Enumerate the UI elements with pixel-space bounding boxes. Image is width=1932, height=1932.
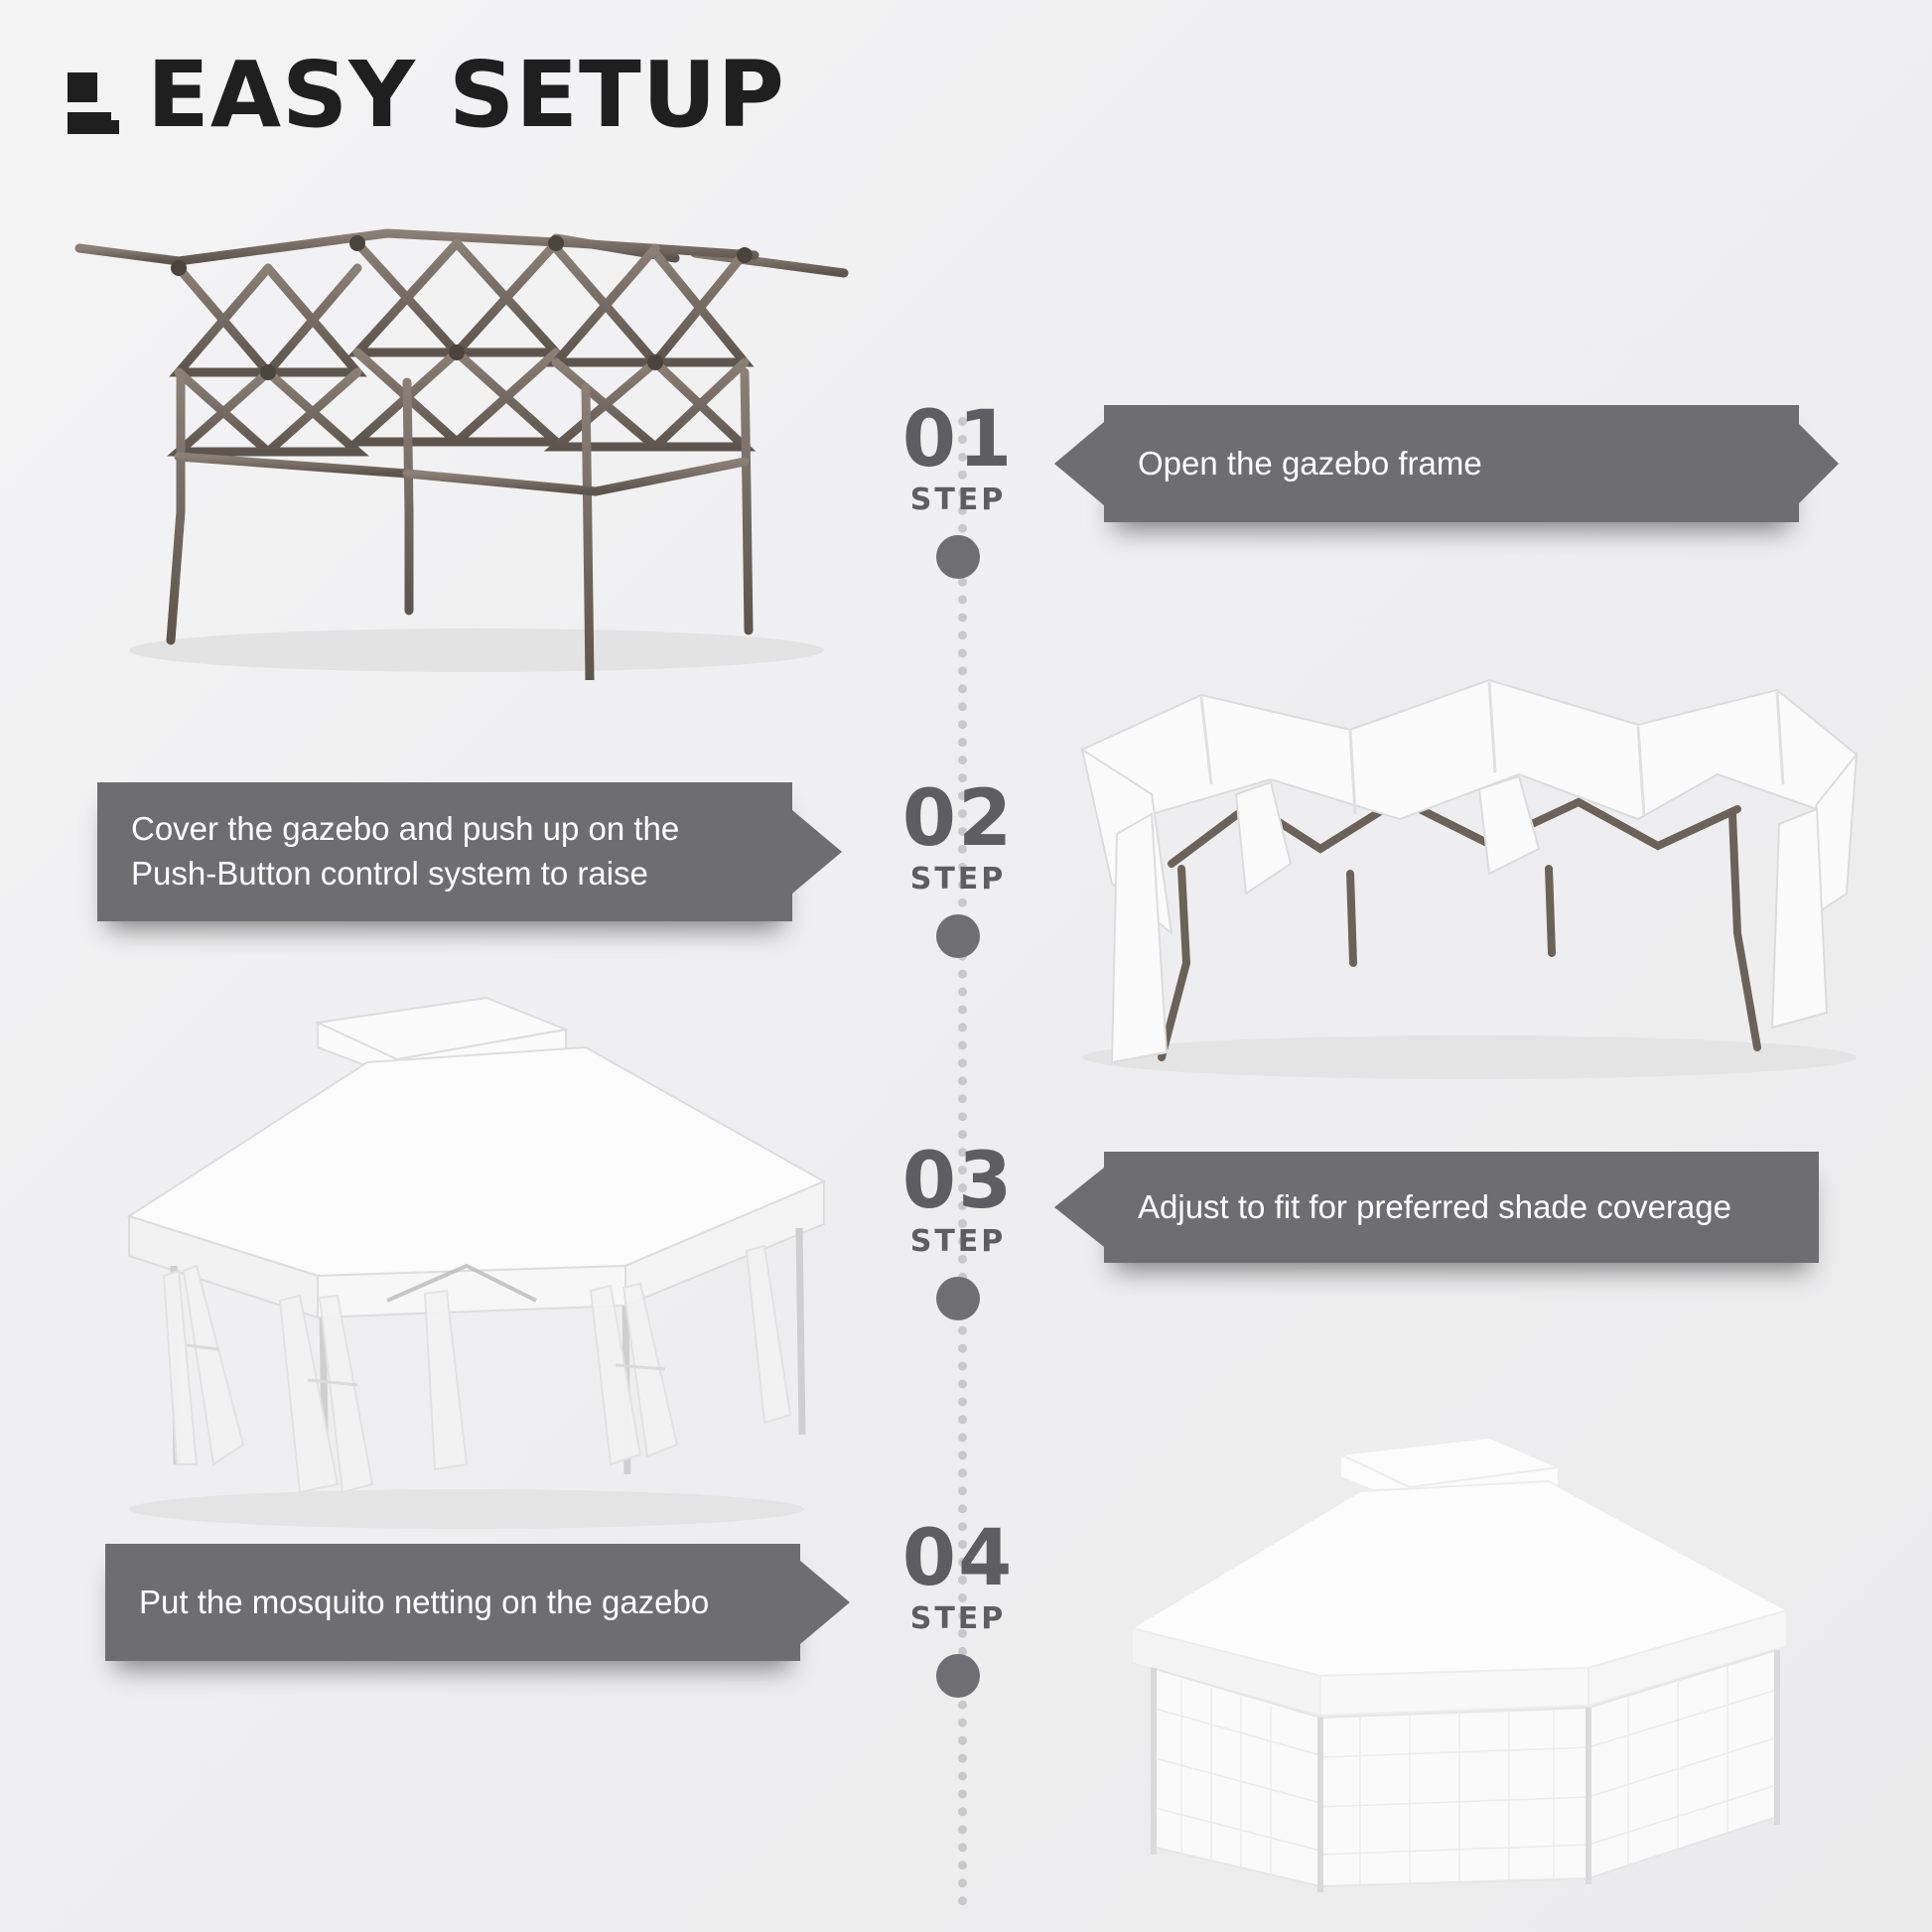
step-word-03: STEP <box>909 1223 1007 1259</box>
logo-mark-icon <box>68 67 121 138</box>
callout-text-01: Open the gazebo frame <box>1138 444 1482 482</box>
step-number-02: 02 <box>901 774 1015 864</box>
callout-arrow-03 <box>1054 1168 1104 1247</box>
callout-arrow-02 <box>792 810 842 894</box>
page-title <box>68 42 785 148</box>
callout-step-02 <box>97 782 792 921</box>
callout-text-04: Put the mosquito netting on the gazebo <box>139 1583 710 1620</box>
gazebo-frame-opened-photo <box>60 213 903 680</box>
step-number-03: 03 <box>901 1137 1015 1226</box>
callout-step-03 <box>1104 1152 1819 1263</box>
step-bullet-02 <box>936 914 980 958</box>
step-word-01: STEP <box>909 482 1007 517</box>
callout-text-03: Adjust to fit for preferred shade coverage <box>1138 1187 1731 1225</box>
step-bullet-01 <box>936 535 980 579</box>
step-number-04: 04 <box>901 1514 1015 1603</box>
step-number-01: 01 <box>901 395 1015 484</box>
page-title-text: EASY SETUP <box>147 42 785 148</box>
step-bullet-03 <box>936 1277 980 1320</box>
step-bullet-04 <box>936 1654 980 1698</box>
step-block-03 <box>844 1137 1072 1259</box>
gazebo-raised-with-curtains-photo <box>69 968 884 1544</box>
gazebo-canopy-draped-photo <box>1023 635 1896 1092</box>
callout-text-02: Cover the gazebo and push up on the Push-Button control system to raise <box>131 810 680 892</box>
gazebo-with-mosquito-netting-photo <box>1092 1420 1827 1926</box>
step-block-01 <box>844 395 1072 517</box>
callout-arrow-04 <box>800 1561 850 1644</box>
step-word-02: STEP <box>909 861 1007 897</box>
step-word-04: STEP <box>909 1600 1007 1636</box>
callout-arrow-01 <box>1054 422 1104 505</box>
step-block-04 <box>844 1514 1072 1636</box>
callout-step-04 <box>105 1544 800 1661</box>
callout-step-01 <box>1104 405 1799 522</box>
step-block-02 <box>844 774 1072 897</box>
